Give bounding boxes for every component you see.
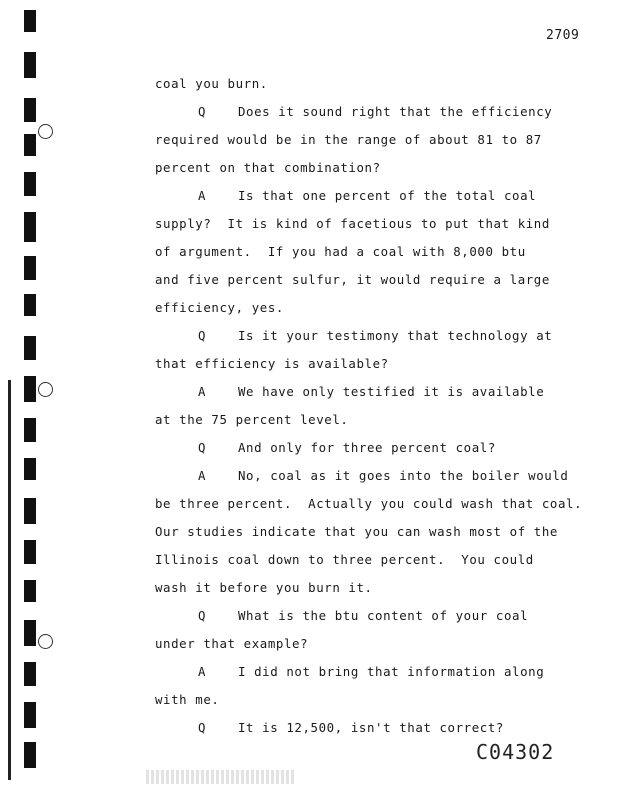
line-text: Is that one percent of the total coal	[238, 188, 537, 203]
line-text: coal you burn.	[155, 76, 268, 91]
document-stamp: C04302	[476, 740, 555, 764]
line-text: under that example?	[155, 636, 309, 651]
speaker-label: Q	[198, 720, 207, 735]
speaker-label: Q	[198, 328, 207, 343]
scan-smudge	[146, 770, 296, 784]
binder-hole-middle	[38, 382, 53, 397]
line-text: I did not bring that information along	[238, 664, 545, 679]
speaker-label: Q	[198, 608, 207, 623]
line-text: Is it your testimony that technology at	[238, 328, 553, 343]
speaker-label: Q	[198, 440, 207, 455]
line-text: of argument. If you had a coal with 8,000 btu	[155, 244, 526, 259]
line-text: Illinois coal down to three percent. You could	[155, 552, 534, 567]
line-text: percent on that combination?	[155, 160, 381, 175]
page-number: 2709	[546, 28, 580, 43]
line-text: be three percent. Actually you could wash that coal.	[155, 496, 583, 511]
line-text: And only for three percent coal?	[238, 440, 496, 455]
binder-hole-bottom	[38, 634, 53, 649]
line-text: supply? It is kind of facetious to put that kind	[155, 216, 550, 231]
line-text: at the 75 percent level.	[155, 412, 349, 427]
speaker-label: A	[198, 188, 207, 203]
line-text: efficiency, yes.	[155, 300, 284, 315]
binder-hole-top	[38, 124, 53, 139]
line-text: Does it sound right that the efficiency	[238, 104, 553, 119]
line-text: that efficiency is available?	[155, 356, 389, 371]
line-text: and five percent sulfur, it would require a large	[155, 272, 550, 287]
line-text: It is 12,500, isn't that correct?	[238, 720, 504, 735]
line-text: required would be in the range of about 81 to 87	[155, 132, 542, 147]
line-text: wash it before you burn it.	[155, 580, 373, 595]
line-text: No, coal as it goes into the boiler would	[238, 468, 569, 483]
speaker-label: A	[198, 468, 207, 483]
line-text: We have only testified it is available	[238, 384, 545, 399]
speaker-label: A	[198, 664, 207, 679]
line-text: with me.	[155, 692, 220, 707]
line-text: What is the btu content of your coal	[238, 608, 529, 623]
speaker-label: A	[198, 384, 207, 399]
speaker-label: Q	[198, 104, 207, 119]
line-text: Our studies indicate that you can wash most of the	[155, 524, 558, 539]
